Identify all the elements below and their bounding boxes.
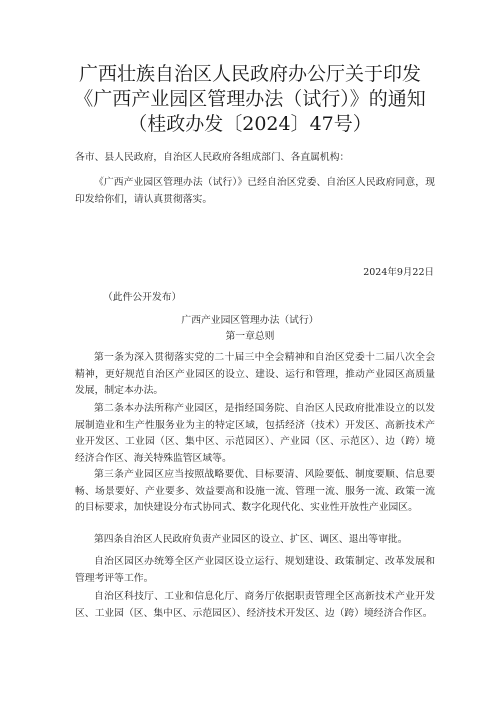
measures-title: 广西产业园区管理办法（试行） <box>181 315 319 326</box>
article-4: 第四条自治区人民政府负责产业园区的设立、扩区、调区、退出等审批。 <box>94 534 408 545</box>
salutation: 各市、县人民政府，自治区人民政府各组成部门、各直属机构： <box>75 152 350 163</box>
article-3: 第三条产业园区应当按照战略要优、目标要清、风险要低、制度要顺、信息要畅、场景要好、产业要多、效益要高和设施一流、管理一流、服务一流、政策一流的目标要求，加快建设分布式协同式、数字化现代化、实业性开放性产业园区。 <box>75 469 435 513</box>
article-4-para-3: 自治区科技厅、工业和信息化厅、商务厅依据职责管理全区高新技术产业开发区、工业园（区、集中区、示范园区）、经济技术开发区、边（跨）境经济合作区。 <box>75 591 435 619</box>
title-line-2: 《广西产业园区管理办法（试行）》的通知 <box>74 88 426 110</box>
chapter-heading: 第一章总则 <box>225 331 275 342</box>
publish-note: （此件公开发布） <box>103 292 182 303</box>
article-4-para-2: 自治区园区办统筹全区产业园区设立运行、规划建设、政策制定、改革发展和管理考评等工作。 <box>75 556 435 584</box>
title-line-3: （桂政办发〔2024〕47号） <box>128 113 372 135</box>
article-2: 第二条本办法所称产业园区，是指经国务院、自治区人民政府批准设立的以发展制造业和生产性服务业为主的特定区域，包括经济（技术）开发区、高新技术产业开发区、工业园（区、集中区、示范园区）、产业园（区、示范区）、边（跨）境经济合作区、海关特殊监管区域等。 <box>75 403 435 464</box>
document-title <box>0 62 500 137</box>
intro-paragraph: 《广西产业园区管理办法（试行）》已经自治区党委、自治区人民政府同意，现印发给你们，请认真贯彻落实。 <box>75 177 435 205</box>
title-line-1: 广西壮族自治区人民政府办公厅关于印发 <box>78 63 421 85</box>
issue-date: 2024年9月22日 <box>363 267 434 278</box>
article-1: 第一条为深入贯彻落实党的二十届三中全会精神和自治区党委十二届八次全会精神，更好规范自治区产业园区的设立、建设、运行和管理，推动产业园区高质量发展，制定本办法。 <box>75 352 435 396</box>
